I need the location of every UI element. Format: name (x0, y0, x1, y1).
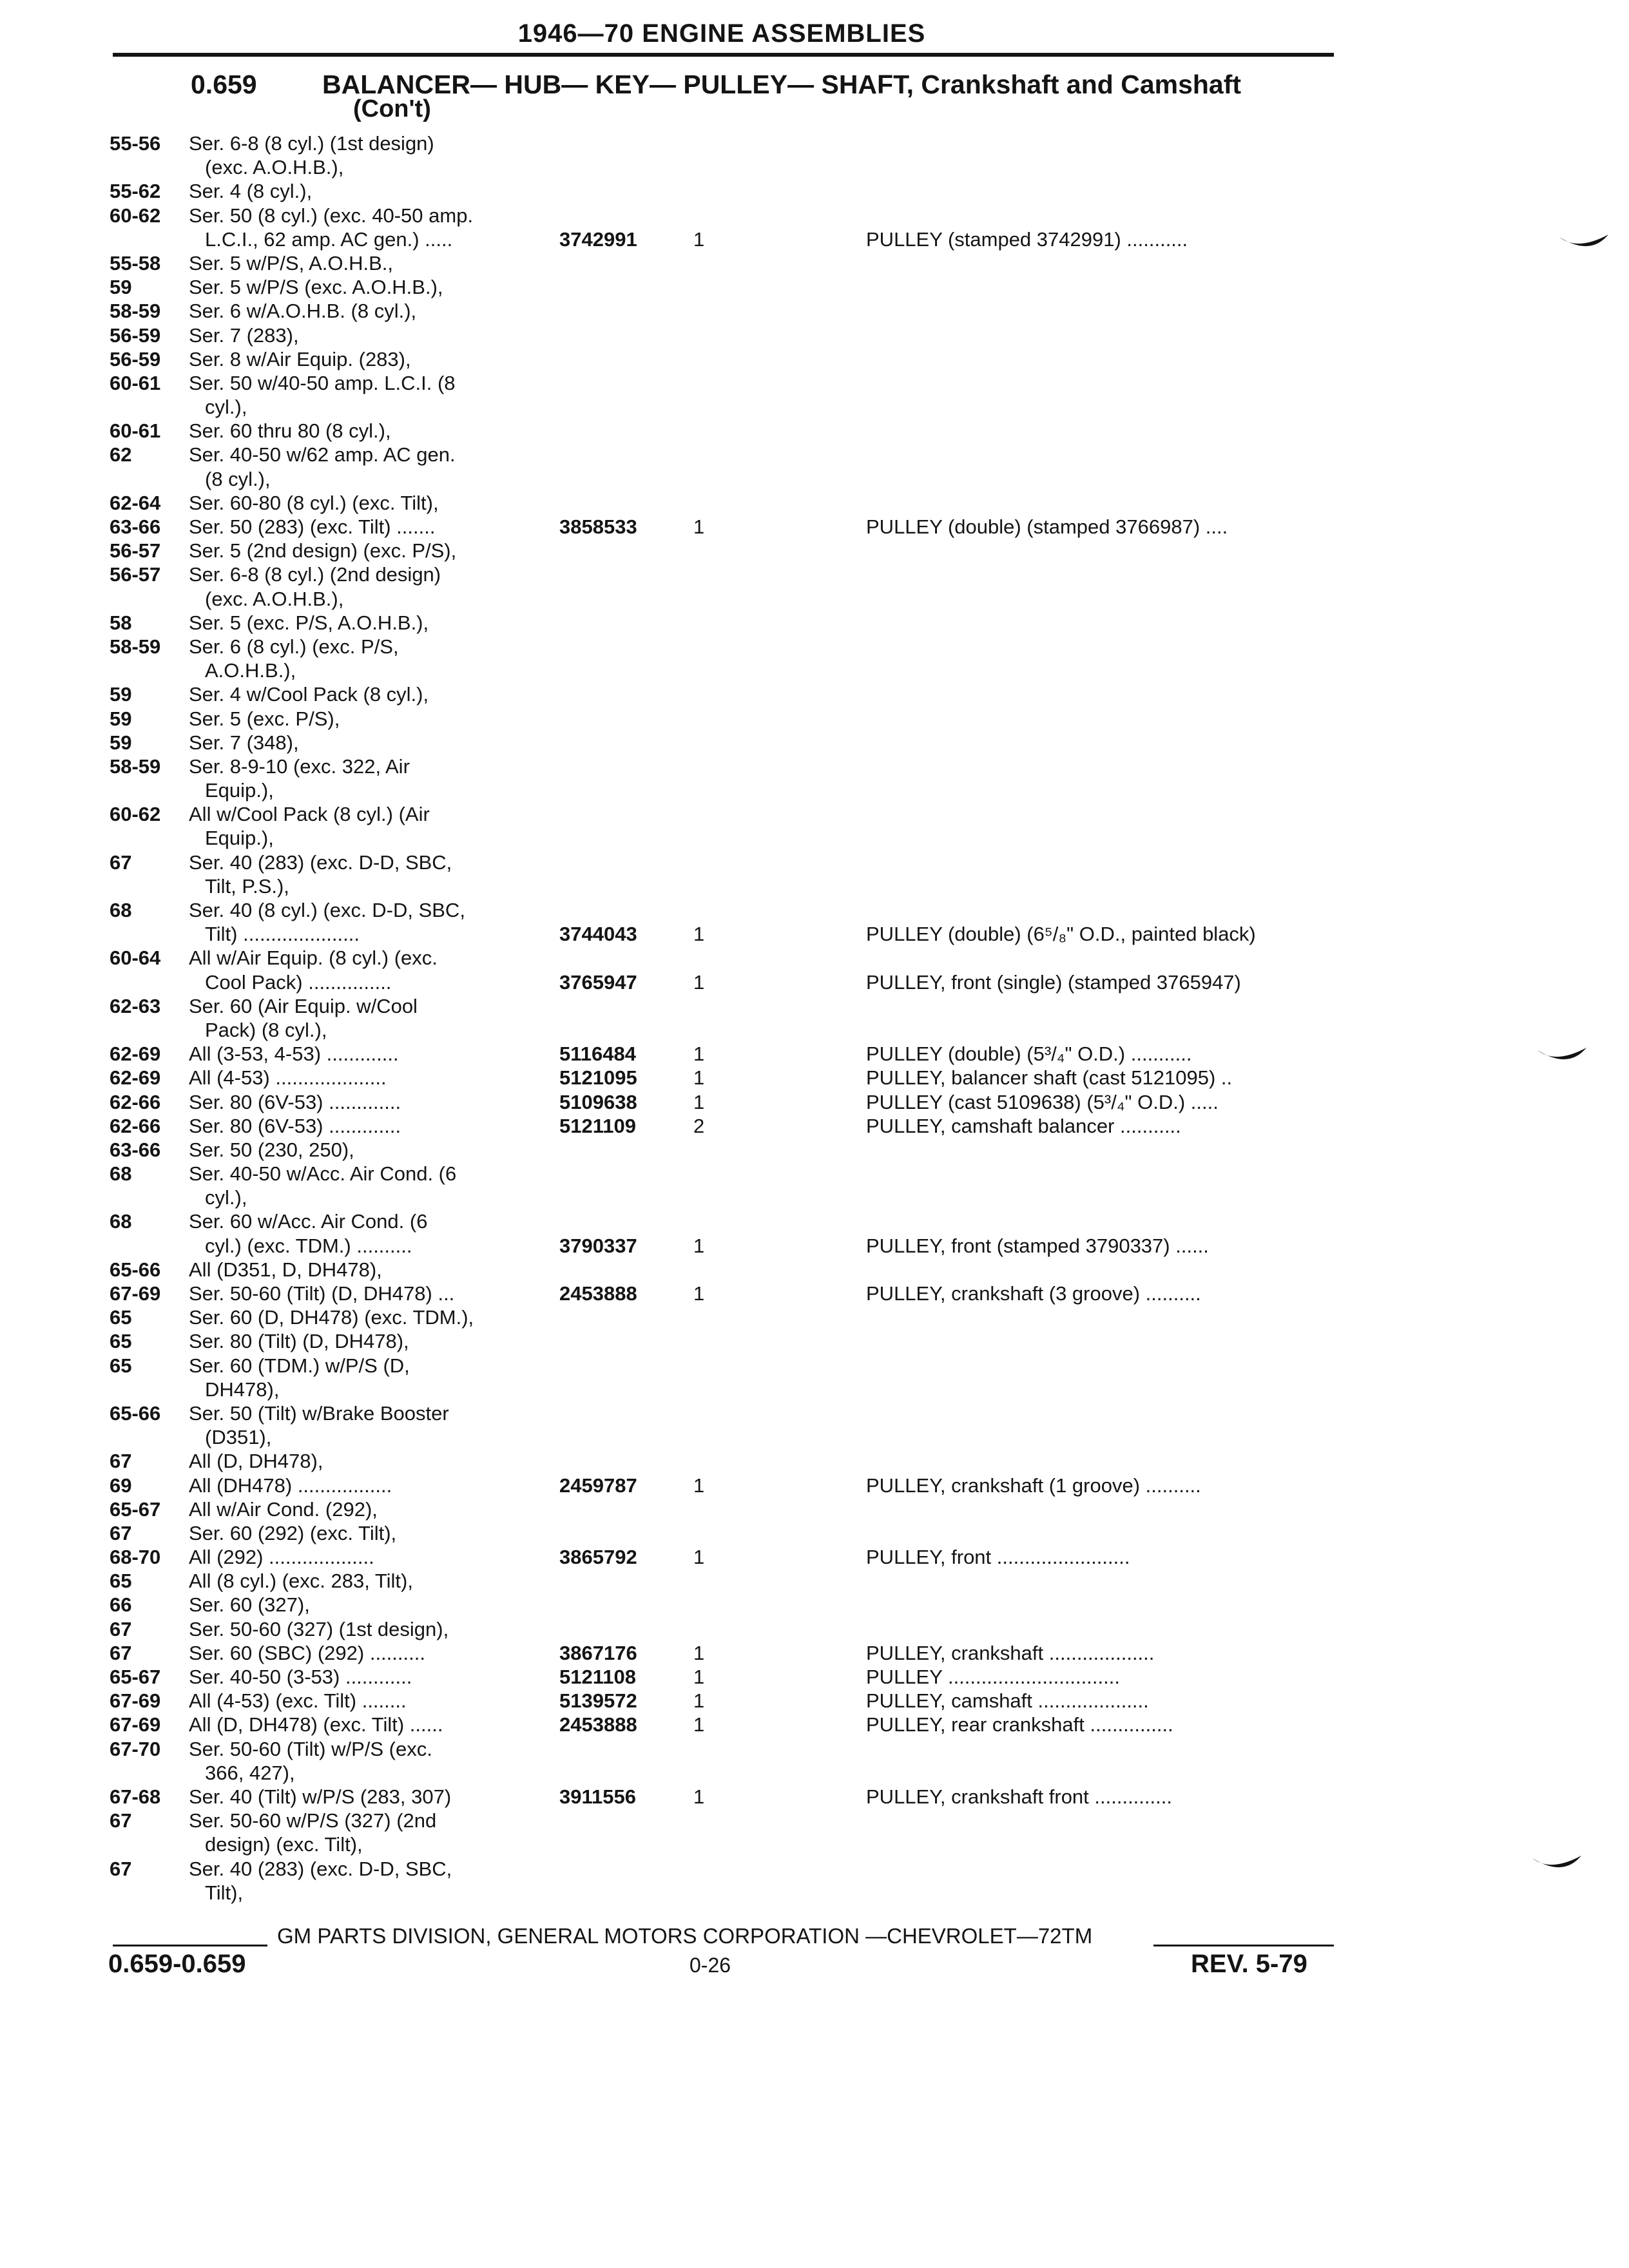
quantity-cell: 2 (693, 1114, 705, 1137)
application-description-cell: Ser. 60 thru 80 (8 cyl.), (189, 419, 391, 443)
table-row (0, 898, 1629, 922)
application-description-cell: cyl.), (205, 1186, 247, 1209)
model-year-cell: 62-63 (110, 994, 161, 1017)
application-description-cell: Ser. 80 (6V-53) ............. (189, 1114, 401, 1137)
table-row (0, 1569, 1629, 1593)
application-description-cell: Tilt) ..................... (205, 923, 360, 946)
model-year-cell: 55-56 (110, 132, 161, 155)
model-year-cell: 59 (110, 731, 132, 754)
part-name-cell: PULLEY (double) (6⁵/₈" O.D., painted black) (866, 923, 1256, 946)
part-number-cell: 5121095 (559, 1066, 637, 1090)
table-row (0, 491, 1629, 515)
table-row (0, 1809, 1629, 1832)
part-name-cell: PULLEY ............................... (866, 1666, 1120, 1688)
model-year-cell: 68 (110, 1210, 132, 1233)
model-year-cell: 67 (110, 1617, 132, 1640)
model-year-cell: 65-67 (110, 1666, 161, 1688)
table-row (0, 1785, 1629, 1809)
table-row (0, 1474, 1629, 1497)
table-row (0, 1401, 1629, 1425)
model-year-cell: 62-69 (110, 1066, 161, 1090)
application-description-cell: Ser. 50-60 (Tilt) w/P/S (exc. (189, 1737, 432, 1760)
model-year-cell: 59 (110, 276, 132, 299)
application-description-cell: All (DH478) ................. (189, 1474, 392, 1497)
application-description-cell: Ser. 50 (Tilt) w/Brake Booster (189, 1401, 449, 1425)
application-description-cell: Equip.), (205, 827, 274, 850)
model-year-cell: 60-64 (110, 947, 161, 970)
application-description-cell: Tilt, P.S.), (205, 874, 289, 898)
model-year-cell: 67 (110, 850, 132, 874)
application-description-cell: Ser. 7 (283), (189, 323, 299, 347)
application-description-cell: (D351), (205, 1426, 272, 1449)
application-description-cell: Ser. 6 (8 cyl.) (exc. P/S, (189, 635, 399, 658)
application-description-cell: Ser. 5 w/P/S, A.O.H.B., (189, 251, 394, 274)
application-description-cell: Ser. 5 (exc. P/S, A.O.H.B.), (189, 611, 429, 634)
application-description-cell: Ser. 40-50 w/62 amp. AC gen. (189, 443, 456, 466)
table-row (0, 1090, 1629, 1114)
table-row (0, 1832, 1629, 1856)
table-row (0, 1881, 1629, 1905)
part-name-cell: PULLEY, crankshaft (1 groove) .......... (866, 1474, 1201, 1497)
model-year-cell: 55-58 (110, 251, 161, 274)
model-year-cell: 65 (110, 1330, 132, 1353)
table-row (0, 1737, 1629, 1761)
model-year-cell: 67-69 (110, 1282, 161, 1305)
model-year-cell: 63-66 (110, 515, 161, 538)
table-row (0, 539, 1629, 562)
application-description-cell: Ser. 50 (230, 250), (189, 1138, 354, 1161)
quantity-cell: 1 (693, 1090, 705, 1113)
table-row (0, 419, 1629, 443)
part-number-cell: 5121108 (559, 1666, 636, 1688)
quantity-cell: 1 (693, 1282, 705, 1305)
table-row (0, 1209, 1629, 1233)
part-name-cell: PULLEY, camshaft .................... (866, 1689, 1149, 1713)
table-row (0, 1545, 1629, 1569)
application-description-cell: Ser. 5 (exc. P/S), (189, 707, 340, 730)
table-row (0, 1449, 1629, 1473)
part-name-cell: PULLEY, crankshaft (3 groove) .......... (866, 1282, 1201, 1305)
application-description-cell: All (3-53, 4-53) ............. (189, 1043, 399, 1066)
model-year-cell: 59 (110, 683, 132, 706)
table-row (0, 179, 1629, 203)
table-row (0, 1857, 1629, 1881)
application-description-cell: Ser. 50 w/40-50 amp. L.C.I. (8 (189, 371, 456, 394)
model-year-cell: 62-64 (110, 491, 161, 514)
model-year-cell: 67 (110, 1521, 132, 1544)
application-description-cell: Ser. 6 w/A.O.H.B. (8 cyl.), (189, 300, 417, 323)
application-description-cell: Ser. 40 (8 cyl.) (exc. D-D, SBC, (189, 899, 465, 921)
table-row (0, 922, 1629, 946)
application-description-cell: Ser. 5 (2nd design) (exc. P/S), (189, 539, 457, 562)
table-row (0, 994, 1629, 1018)
part-number-cell: 3742991 (559, 227, 637, 251)
model-year-cell: 58-59 (110, 635, 161, 658)
application-description-cell: Ser. 60 (TDM.) w/P/S (D, (189, 1354, 410, 1377)
application-description-cell: All (4-53) .................... (189, 1066, 387, 1090)
table-row (0, 611, 1629, 635)
application-description-cell: Ser. 40 (283) (exc. D-D, SBC, (189, 850, 452, 874)
table-row (0, 1665, 1629, 1689)
application-description-cell: L.C.I., 62 amp. AC gen.) ..... (205, 227, 453, 251)
quantity-cell: 1 (693, 1066, 705, 1090)
application-description-cell: Ser. 40-50 w/Acc. Air Cond. (6 (189, 1162, 457, 1186)
quantity-cell: 1 (693, 1785, 705, 1808)
model-year-cell: 65-67 (110, 1497, 161, 1521)
part-number-cell: 5139572 (559, 1689, 637, 1713)
application-description-cell: All (292) ................... (189, 1546, 374, 1569)
application-description-cell: A.O.H.B.), (205, 659, 296, 682)
quantity-cell: 1 (693, 1043, 705, 1066)
application-description-cell: All (4-53) (exc. Tilt) ........ (189, 1689, 407, 1713)
part-name-cell: PULLEY (double) (stamped 3766987) .... (866, 515, 1228, 538)
model-year-cell: 69 (110, 1474, 132, 1497)
application-description-cell: Cool Pack) ............... (205, 970, 392, 994)
table-row (0, 1425, 1629, 1449)
table-row (0, 1186, 1629, 1209)
model-year-cell: 58 (110, 611, 132, 634)
part-name-cell: PULLEY (double) (5³/₄" O.D.) ........... (866, 1043, 1192, 1066)
table-row (0, 395, 1629, 419)
table-row (0, 1497, 1629, 1521)
quantity-cell: 1 (693, 227, 705, 251)
quantity-cell: 1 (693, 970, 705, 994)
table-row (0, 131, 1629, 155)
table-row (0, 1354, 1629, 1378)
application-description-cell: Ser. 50-60 (327) (1st design), (189, 1617, 449, 1640)
model-year-cell: 58-59 (110, 754, 161, 778)
model-year-cell: 66 (110, 1593, 132, 1617)
model-year-cell: 65 (110, 1354, 132, 1377)
model-year-cell: 60-62 (110, 803, 161, 826)
application-description-cell: All (D351, D, DH478), (189, 1258, 382, 1281)
footer-page-number: 0-26 (689, 1954, 731, 1977)
application-description-cell: Ser. 80 (6V-53) ............. (189, 1090, 401, 1113)
table-row (0, 227, 1629, 251)
table-row (0, 1305, 1629, 1329)
application-description-cell: Ser. 4 w/Cool Pack (8 cyl.), (189, 683, 429, 706)
model-year-cell: 56-57 (110, 539, 161, 562)
application-description-cell: All (8 cyl.) (exc. 283, Tilt), (189, 1570, 413, 1593)
part-name-cell: PULLEY (stamped 3742991) ........... (866, 227, 1188, 251)
table-row (0, 587, 1629, 611)
table-row (0, 1378, 1629, 1401)
part-number-cell: 3911556 (559, 1785, 636, 1808)
application-description-cell: (exc. A.O.H.B.), (205, 587, 344, 610)
model-year-cell: 62-66 (110, 1114, 161, 1137)
table-row (0, 1018, 1629, 1042)
application-description-cell: Ser. 50-60 w/P/S (327) (2nd (189, 1809, 437, 1832)
model-year-cell: 65-66 (110, 1258, 161, 1281)
table-row (0, 1593, 1629, 1617)
application-description-cell: DH478), (205, 1378, 280, 1401)
application-description-cell: Ser. 50 (283) (exc. Tilt) ....... (189, 515, 436, 538)
table-row (0, 155, 1629, 179)
model-year-cell: 56-59 (110, 323, 161, 347)
table-row (0, 970, 1629, 994)
header-rule (113, 53, 1334, 57)
application-description-cell: All (D, DH478), (189, 1450, 323, 1473)
model-year-cell: 55-62 (110, 180, 161, 203)
part-number-cell: 3865792 (559, 1546, 637, 1569)
table-row (0, 251, 1629, 275)
table-row (0, 562, 1629, 586)
table-row (0, 204, 1629, 227)
model-year-cell: 62 (110, 443, 132, 466)
application-description-cell: 366, 427), (205, 1761, 295, 1784)
model-year-cell: 67 (110, 1450, 132, 1473)
footer-section-reference: 0.659-0.659 (108, 1950, 246, 1978)
model-year-cell: 60-62 (110, 204, 161, 227)
application-description-cell: Ser. 60 (292) (exc. Tilt), (189, 1521, 397, 1544)
application-description-cell: Ser. 6-8 (8 cyl.) (1st design) (189, 132, 434, 155)
part-number-cell: 3790337 (559, 1234, 637, 1257)
application-description-cell: Ser. 60 (Air Equip. w/Cool (189, 994, 418, 1017)
model-year-cell: 60-61 (110, 419, 161, 443)
part-number-cell: 5109638 (559, 1090, 637, 1113)
table-row (0, 754, 1629, 778)
table-row (0, 778, 1629, 802)
application-description-cell: Ser. 60 (SBC) (292) .......... (189, 1641, 425, 1664)
table-row (0, 1138, 1629, 1162)
table-row (0, 658, 1629, 682)
application-description-cell: Ser. 7 (348), (189, 731, 299, 754)
table-row (0, 635, 1629, 658)
application-description-cell: Ser. 50-60 (Tilt) (D, DH478) ... (189, 1282, 455, 1305)
part-name-cell: PULLEY, front ........................ (866, 1546, 1130, 1569)
quantity-cell: 1 (693, 1689, 705, 1713)
table-row (0, 946, 1629, 970)
table-row (0, 1521, 1629, 1545)
application-description-cell: cyl.), (205, 396, 247, 419)
application-description-cell: Ser. 40-50 (3-53) ............ (189, 1666, 412, 1688)
application-description-cell: All w/Air Cond. (292), (189, 1497, 378, 1521)
model-year-cell: 56-57 (110, 563, 161, 586)
application-description-cell: All w/Cool Pack (8 cyl.) (Air (189, 803, 430, 826)
table-row (0, 1761, 1629, 1785)
table-row (0, 1282, 1629, 1305)
part-number-cell: 5121109 (559, 1114, 636, 1137)
application-description-cell: Equip.), (205, 779, 274, 802)
application-description-cell: Ser. 60 (D, DH478) (exc. TDM.), (189, 1306, 474, 1329)
quantity-cell: 1 (693, 515, 705, 538)
quantity-cell: 1 (693, 1474, 705, 1497)
footer-revision: REV. 5-79 (1191, 1950, 1307, 1978)
binder-hole-mark-icon (1558, 232, 1610, 258)
application-description-cell: Ser. 50 (8 cyl.) (exc. 40-50 amp. (189, 204, 474, 227)
application-description-cell: Ser. 8 w/Air Equip. (283), (189, 347, 411, 370)
part-name-cell: PULLEY, front (single) (stamped 3765947) (866, 970, 1241, 994)
application-description-cell: All w/Air Equip. (8 cyl.) (exc. (189, 947, 438, 970)
application-description-cell: (8 cyl.), (205, 467, 271, 490)
quantity-cell: 1 (693, 923, 705, 946)
model-year-cell: 68 (110, 899, 132, 921)
table-row (0, 1114, 1629, 1138)
application-description-cell: design) (exc. Tilt), (205, 1833, 363, 1856)
table-row (0, 347, 1629, 371)
table-row (0, 299, 1629, 323)
page-header-title: 1946—70 ENGINE ASSEMBLIES (517, 19, 926, 48)
binder-hole-mark-icon (1536, 1045, 1588, 1071)
binder-hole-mark-icon (1531, 1853, 1583, 1879)
model-year-cell: 62-66 (110, 1090, 161, 1113)
table-row (0, 826, 1629, 850)
table-row (0, 1617, 1629, 1641)
table-row (0, 443, 1629, 466)
application-description-cell: Tilt), (205, 1881, 244, 1904)
model-year-cell: 67 (110, 1857, 132, 1880)
application-description-cell: Ser. 60 w/Acc. Air Cond. (6 (189, 1210, 428, 1233)
application-description-cell: Ser. 4 (8 cyl.), (189, 180, 313, 203)
model-year-cell: 67-69 (110, 1713, 161, 1736)
model-year-cell: 67-69 (110, 1689, 161, 1713)
application-description-cell: Ser. 6-8 (8 cyl.) (2nd design) (189, 563, 441, 586)
table-row (0, 275, 1629, 299)
application-description-cell: Ser. 60-80 (8 cyl.) (exc. Tilt), (189, 491, 439, 514)
part-name-cell: PULLEY, balancer shaft (cast 5121095) .. (866, 1066, 1233, 1090)
section-title: BALANCER— HUB— KEY— PULLEY— SHAFT, Crankshaft and Camshaft (322, 70, 1242, 99)
table-row (0, 731, 1629, 754)
model-year-cell: 65-66 (110, 1401, 161, 1425)
part-name-cell: PULLEY, front (stamped 3790337) ...... (866, 1234, 1209, 1257)
application-description-cell: Ser. 40 (Tilt) w/P/S (283, 307) (189, 1785, 452, 1808)
model-year-cell: 67-70 (110, 1737, 161, 1760)
application-description-cell: Ser. 5 w/P/S (exc. A.O.H.B.), (189, 276, 443, 299)
part-name-cell: PULLEY, camshaft balancer ........... (866, 1114, 1181, 1137)
model-year-cell: 67-68 (110, 1785, 161, 1808)
table-row (0, 323, 1629, 347)
model-year-cell: 59 (110, 707, 132, 730)
model-year-cell: 56-59 (110, 347, 161, 370)
application-description-cell: cyl.) (exc. TDM.) .......... (205, 1234, 412, 1257)
model-year-cell: 60-61 (110, 371, 161, 394)
model-year-cell: 63-66 (110, 1138, 161, 1161)
footer-rule-left (113, 1945, 267, 1946)
table-row (0, 1066, 1629, 1090)
table-row (0, 515, 1629, 539)
part-number-cell: 5116484 (559, 1043, 636, 1066)
part-name-cell: PULLEY, rear crankshaft ............... (866, 1713, 1173, 1736)
model-year-cell: 62-69 (110, 1043, 161, 1066)
table-row (0, 1689, 1629, 1713)
model-year-cell: 68-70 (110, 1546, 161, 1569)
table-row (0, 850, 1629, 874)
part-name-cell: PULLEY, crankshaft ................... (866, 1641, 1155, 1664)
application-description-cell: Ser. 80 (Tilt) (D, DH478), (189, 1330, 409, 1353)
part-number-cell: 3858533 (559, 515, 637, 538)
table-row (0, 1258, 1629, 1282)
table-row (0, 802, 1629, 826)
quantity-cell: 1 (693, 1641, 705, 1664)
table-row (0, 467, 1629, 491)
table-row (0, 371, 1629, 395)
table-row (0, 874, 1629, 898)
part-number-cell: 2459787 (559, 1474, 637, 1497)
model-year-cell: 65 (110, 1306, 132, 1329)
footer-publisher-line: GM PARTS DIVISION, GENERAL MOTORS CORPORATION —CHEVROLET—72TM (277, 1924, 1093, 1948)
table-row (0, 1234, 1629, 1258)
table-row (0, 707, 1629, 731)
quantity-cell: 1 (693, 1234, 705, 1257)
part-number-cell: 3744043 (559, 923, 637, 946)
parts-list (0, 131, 1629, 1905)
quantity-cell: 1 (693, 1666, 705, 1688)
application-description-cell: Ser. 8-9-10 (exc. 322, Air (189, 754, 410, 778)
part-number-cell: 2453888 (559, 1713, 637, 1736)
model-year-cell: 67 (110, 1641, 132, 1664)
section-continued-label: (Con't) (353, 95, 431, 122)
application-description-cell: (exc. A.O.H.B.), (205, 156, 344, 179)
model-year-cell: 58-59 (110, 300, 161, 323)
quantity-cell: 1 (693, 1546, 705, 1569)
application-description-cell: Ser. 60 (327), (189, 1593, 310, 1617)
table-row (0, 1713, 1629, 1736)
part-number-cell: 2453888 (559, 1282, 637, 1305)
model-year-cell: 68 (110, 1162, 132, 1186)
model-year-cell: 65 (110, 1570, 132, 1593)
part-number-cell: 3765947 (559, 970, 637, 994)
footer-rule-right (1153, 1945, 1334, 1946)
table-row (0, 1042, 1629, 1066)
application-description-cell: All (D, DH478) (exc. Tilt) ...... (189, 1713, 443, 1736)
part-number-cell: 3867176 (559, 1641, 637, 1664)
table-row (0, 682, 1629, 706)
table-row (0, 1162, 1629, 1186)
section-number: 0.659 (191, 70, 257, 99)
application-description-cell: Ser. 40 (283) (exc. D-D, SBC, (189, 1857, 452, 1880)
part-name-cell: PULLEY, crankshaft front .............. (866, 1785, 1172, 1808)
quantity-cell: 1 (693, 1713, 705, 1736)
part-name-cell: PULLEY (cast 5109638) (5³/₄" O.D.) ..... (866, 1090, 1219, 1113)
table-row (0, 1641, 1629, 1665)
application-description-cell: Pack) (8 cyl.), (205, 1018, 327, 1041)
table-row (0, 1329, 1629, 1353)
model-year-cell: 67 (110, 1809, 132, 1832)
